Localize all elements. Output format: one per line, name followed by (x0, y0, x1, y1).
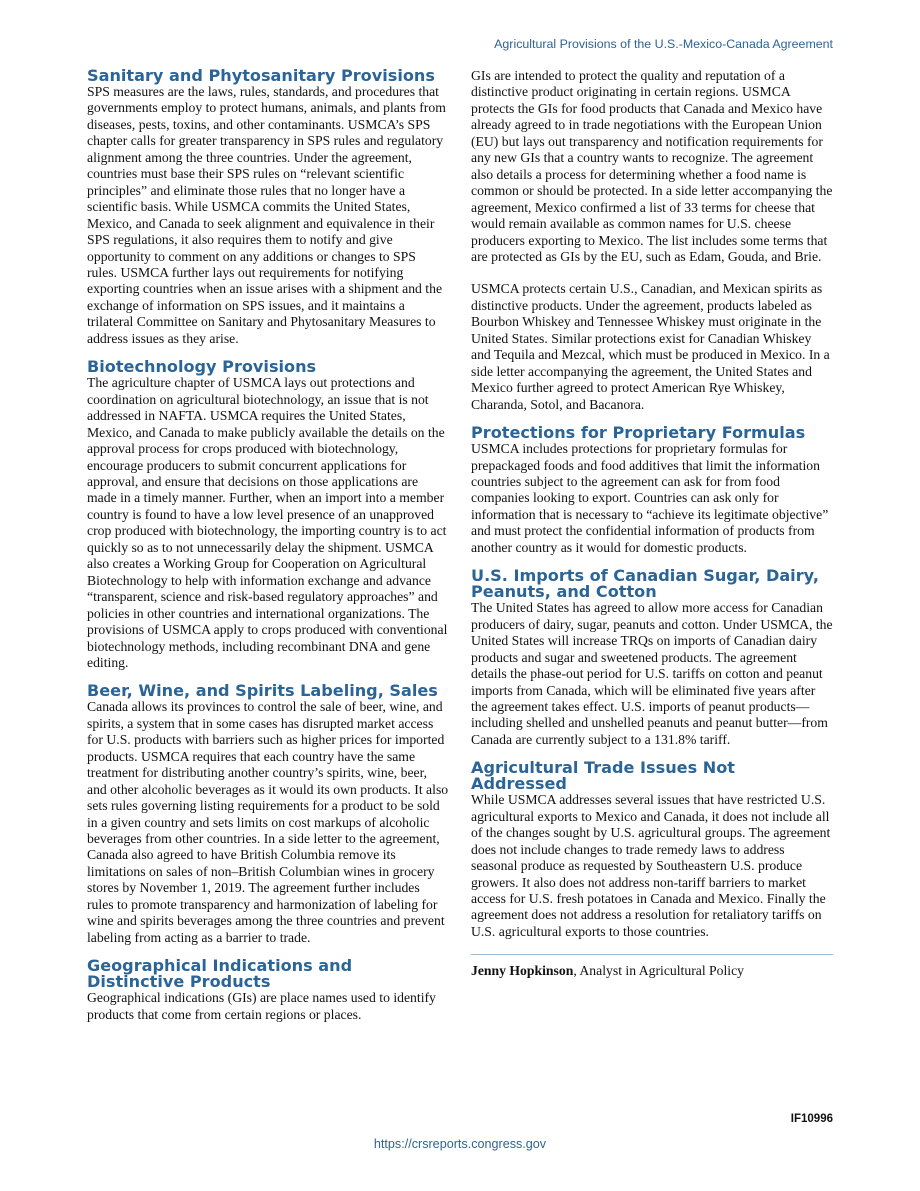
left-column (87, 68, 449, 1023)
gi-body: Geographical indications (GIs) are place names used to identify products that come from certain regions or places. (87, 990, 436, 1022)
author-title: , Analyst in Agricultural Policy (573, 963, 745, 979)
sps-body: SPS measures are the laws, rules, standards, and procedures that governments employ to protect humans, animals, and plants from diseases, pests, toxins, and other contaminants. USMCA’s SPS chapter calls for greater transparency in SPS rules and regulatory alignment among the three countries. Under the agreement, countries must base their SPS rules on “relevant scientific principles” and eliminate those rules that no longer have a scientific basis. While USMCA commits the United States, Mexico, and Canada to seek alignment and equivalence in their SPS regulations, it also requires them to notify and give opportunity to comment on any additions or changes to SPS rules. USMCA further lays out requirements for notifying exporting countries when an issue arises with a shipment and the exchange of information on SPS issues, and it maintains a trilateral Committee on Sanitary and Phytosanitary Measures to address issues as they arise. (87, 84, 446, 346)
gi-heading: Geographical Indications and Distinctive Products (87, 956, 353, 992)
footer-url-link[interactable]: https://crsreports.congress.gov (373, 1137, 547, 1151)
proprietary-heading: Protections for Proprietary Formulas (471, 423, 806, 443)
running-header-title: Agricultural Provisions of the U.S.-Mexico-Canada Agreement (494, 37, 833, 51)
sps-heading: Sanitary and Phytosanitary Provisions (87, 66, 435, 85)
document-id: IF10996 (790, 1113, 833, 1125)
imports-body: The United States has agreed to allow more access for Canadian producers of dairy, sugar, peanuts and cotton. Under USMCA, the United States will increase TRQs on imports of Canadian dairy products and sugar and sweetened products. The agreement details the phase-out period for U.S. tariffs on cotton and peanut imports from Canada, which will be eliminated five years after the agreement takes effect. U.S. imports of peanut products—including shelled and unshelled peanuts and peanut butter—from Canada are currently subject to a 131.8% tariff. (471, 600, 833, 747)
not-addressed-body: While USMCA addresses several issues that have restricted U.S. agricultural exports to Mexico and Canada, it does not include all of the changes sought by U.S. agricultural groups. The agreement does not include changes to trade remedy laws to address seasonal produce as requested by Southeastern U.S. produce growers. It also does not address non-tariff barriers to market access for U.S. fresh potatoes in Canada and Mexico. Finally the agreement does not address a resolution for retaliatory tariffs on U.S. agricultural exports to those countries. (471, 792, 831, 939)
right-column (471, 68, 833, 980)
gi-continued-para-2: USMCA protects certain U.S., Canadian, and Mexican spirits as distinctive products. Under the agreement, products labeled as Bourbon Whiskey and Tennessee Whiskey must originate in the United States. Similar protections exist for Canadian Whiskey and Tequila and Mezcal, which must be produced in Mexico. In a side letter accompanying the agreement, the United States and Mexico further agreed to protect American Rye Whiskey, Charanda, Sotol, and Bacanora. (471, 281, 830, 412)
biotech-heading: Biotechnology Provisions (87, 357, 317, 377)
author-line (471, 954, 833, 979)
gi-continued-para-1: GIs are intended to protect the quality and reputation of a distinctive product originating in certain regions. USMCA protects the GIs for food products that Canada and Mexico have already agreed to in trade negotiations with the European Union (EU) but lays out transparency and notification requirements for any new GIs that a country wants to recognize. The agreement also details a process for determining whether a food name is common or should be protected. In a side letter accompanying the agreement, Mexico confirmed a list of 33 terms for cheese that would remain available as common names for U.S. cheese producers exporting to Mexico. The list includes some terms that are protected as GIs by the EU, such as Edam, Gouda, and Brie. (471, 68, 833, 264)
not-addressed-heading: Agricultural Trade Issues Not Addressed (471, 758, 735, 794)
proprietary-body: USMCA includes protections for proprietary formulas for prepackaged foods and food additives that limit the information countries subject to the agreement can ask for from food companies looking to export. Countries can ask only for information that is necessary to “achieve its legitimate objective” and must protect the confidential information of products from another country as it would for domestic products. (471, 441, 829, 555)
biotech-body: The agriculture chapter of USMCA lays out protections and coordination on agricultural biotechnology, an issue that is not addressed in NAFTA. USMCA requires the United States, Mexico, and Canada to make publicly available the details on the approval process for crops produced with biotechnology, encourage producers to submit concurrent applications for approval, and ensure that decisions on those applications are made in a timely manner. Further, when an import into a member country is found to have a low level presence of an unapproved crop produced with biotechnology, the importing country is to act quickly so as to not unnecessarily delay the shipment. USMCA also creates a Working Group for Cooperation on Agricultural Biotechnology to help with information exchange and advance “transparent, science and risk-based regulatory approaches” and policies in other countries and international organizations. The provisions of USMCA apply to crops produced with conventional biotechnology methods, including recombinant DNA and gene editing. (87, 375, 448, 670)
author-name: Jenny Hopkinson (471, 963, 574, 979)
beer-wine-body: Canada allows its provinces to control the sale of beer, wine, and spirits, a system that in some cases has disrupted market access for U.S. products with barriers such as higher prices for imported products. USMCA requires that each country have the same treatment for distributing another country’s spirits, wine, beer, and other alcoholic beverages as it would its own products. It also sets rules governing listing requirements for a product to be sold in a given country and sets limits on cost markups of alcoholic beverages from other countries. In a side letter to the agreement, Canada also agreed to have British Columbia remove its limitations on sales of non–British Columbian wines in grocery stores by November 1, 2019. The agreement further includes rules to promote transparency and harmonization of labeling for wine and spirits beverages among the three countries and prevent labeling from acting as a barrier to trade. (87, 699, 449, 945)
beer-wine-heading: Beer, Wine, and Spirits Labeling, Sales (87, 681, 438, 701)
imports-heading: U.S. Imports of Canadian Sugar, Dairy, Peanuts, and Cotton (471, 566, 819, 602)
